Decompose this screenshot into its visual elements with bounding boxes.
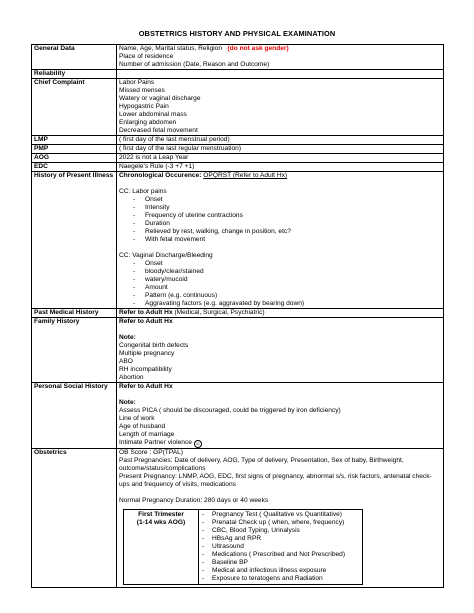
cc-item: Decreased fetal movement: [119, 127, 198, 134]
list-item: RH incompatibility: [119, 366, 172, 373]
row-hpi: [32, 172, 444, 309]
first-trimester-label: [124, 510, 199, 585]
value-hpi: [117, 172, 444, 309]
value-personal-social-history: [117, 383, 444, 449]
list-item: - watery/mucoid: [133, 276, 441, 284]
document-title: OBSTETRICS HISTORY AND PHYSICAL EXAMINATION: [138, 29, 336, 38]
cc-item: Lower abdominal mass: [119, 111, 187, 118]
pmh-refer: Refer to Adult Hx: [119, 309, 173, 316]
first-trimester-title: First Trimester: [138, 511, 184, 518]
row-general-data: [32, 45, 444, 70]
value-edc: Naegele's Rule (-3 +7 +1): [117, 163, 444, 172]
row-aog: [32, 154, 444, 163]
list-item: - Exposure to teratogens and Radiation: [202, 575, 359, 583]
past-pregnancies: Past Pregnancies: Date of delivery, AOG, Type of delivery, Presentation, Sex of baby, Birthweight, outcome/status/complications: [119, 457, 404, 472]
gender-note: (do not ask gender): [227, 45, 289, 52]
hpi-cc2-list: [119, 260, 441, 308]
row-pmp: [32, 145, 444, 154]
list-item: - HBsAg and RPR: [202, 535, 359, 543]
hpi-heading: Chronological Occurence:: [119, 172, 202, 179]
ob-score: OB Score : GP(TPAL): [119, 449, 183, 456]
cc-item: Labor Pains: [119, 79, 155, 86]
label-obstetrics: Obstetrics: [32, 449, 117, 588]
list-item: Line of work: [119, 415, 155, 422]
list-item: - Pattern (e.g. continuous): [133, 292, 441, 300]
cc-item: Watery or vaginal discharge: [119, 95, 201, 102]
label-reliability: Reliability: [32, 70, 117, 79]
list-item: - With fetal movement: [133, 236, 441, 244]
value-pmh: [117, 309, 444, 318]
smiley-icon: ☺: [195, 441, 201, 447]
list-item: - Frequency of uterine contractions: [133, 212, 441, 220]
general-data-line2: Place of residence: [119, 53, 174, 60]
psh-note: Note:: [119, 399, 136, 406]
fh-refer: Refer to Adult Hx: [119, 318, 173, 325]
list-item: ABO: [119, 358, 133, 365]
hpi-cc1: CC: Labor pains: [119, 188, 167, 195]
label-edc: EDC: [32, 163, 117, 172]
list-item: Assess PICA ( should be discouraged, could be triggered by iron deficiency): [119, 407, 341, 414]
label-general-data: General Data: [32, 45, 117, 70]
list-item: - Baseline BP: [202, 559, 359, 567]
fh-note: Note:: [119, 334, 136, 341]
cc-item: Missed menses: [119, 87, 165, 94]
list-item: - Medications ( Prescribed and Not Prescribed): [202, 551, 359, 559]
hpi-cc1-list: [119, 196, 441, 244]
row-reliability: [32, 70, 444, 79]
value-pmp: ( first day of the last regular menstruation): [117, 145, 444, 154]
row-edc: [32, 163, 444, 172]
label-pmh: Past Medical History: [32, 309, 117, 318]
list-item: - bloody/clear/stained: [133, 268, 441, 276]
list-item: - Medical and infectious illness exposure: [202, 567, 359, 575]
value-obstetrics: [117, 449, 444, 588]
row-obstetrics: [32, 449, 444, 588]
row-chief-complaint: [32, 79, 444, 136]
pmh-rest: (Medical, Surgical, Psychiatric): [172, 309, 265, 316]
value-general-data: [117, 45, 444, 70]
list-item: Age of husband: [119, 423, 166, 430]
list-item: Intimate Partner violence: [119, 439, 192, 446]
label-family-history: Family History: [32, 318, 117, 383]
value-aog: 2022 is not a Leap Year: [117, 154, 444, 163]
label-chief-complaint: Chief Complaint: [32, 79, 117, 136]
list-item: - Relieved by rest, walking, change in position, etc?: [133, 228, 441, 236]
label-aog: AOG: [32, 154, 117, 163]
psh-refer: Refer to Adult Hx: [119, 383, 173, 390]
general-data-line1: Name, Age, Marital status, Religion: [119, 45, 222, 52]
normal-duration: Normal Pregnancy Duration: 280 days or 40 weeks: [119, 497, 269, 504]
value-family-history: [117, 318, 444, 383]
row-lmp: [32, 136, 444, 145]
value-chief-complaint: [117, 79, 444, 136]
list-item: Abortion: [119, 374, 144, 381]
list-item: Multiple pregnancy: [119, 350, 175, 357]
row-personal-social-history: [32, 383, 444, 449]
list-item: - Intensity: [133, 204, 441, 212]
general-data-line3: Number of admission (Date, Reason and Outcome): [119, 61, 270, 68]
cc-item: Enlarging abdomen: [119, 119, 177, 126]
list-item: Length of marriage: [119, 431, 175, 438]
list-item: - Onset: [133, 260, 441, 268]
row-pmh: [32, 309, 444, 318]
first-trimester-items: [199, 510, 363, 585]
first-trimester-table: [123, 509, 363, 585]
label-hpi: History of Present Illness: [32, 172, 117, 309]
value-lmp: ( first day of the last menstrual period): [117, 136, 444, 145]
value-reliability: [117, 70, 444, 79]
list-item: Congenital birth defects: [119, 342, 189, 349]
first-trimester-weeks: (1-14 wks AOG): [136, 519, 186, 526]
label-pmp: PMP: [32, 145, 117, 154]
present-pregnancy: Present Pregnancy: LNMP, AOG, EDC, first signs of pregnancy, abnormal s/s, risk factors, antenatal check-ups and frequency of visits, medications: [119, 473, 432, 488]
list-item: - Ultrasound: [202, 543, 359, 551]
hpi-cc2: CC: Vaginal Discharge/Bleeding: [119, 252, 213, 259]
list-item: - CBC, Blood Typing, Urinalysis: [202, 527, 359, 535]
list-item: - Aggravating factors (e.g. aggravated by bearing down): [133, 300, 441, 308]
list-item: - Onset: [133, 196, 441, 204]
list-item: - Pregnancy Test ( Qualitative vs Quantitative): [202, 511, 359, 519]
label-personal-social-history: Personal Social History: [32, 383, 117, 449]
list-item: - Amount: [133, 284, 441, 292]
label-lmp: LMP: [32, 136, 117, 145]
list-item: - Prenatal Check up ( when, where, frequency): [202, 519, 359, 527]
hpi-opqrst-link: OPQRST (Refer to Adult Hx): [203, 172, 288, 179]
list-item: - Duration: [133, 220, 441, 228]
history-table: [31, 44, 444, 588]
row-family-history: [32, 318, 444, 383]
cc-item: Hypogastric Pain: [119, 103, 169, 110]
